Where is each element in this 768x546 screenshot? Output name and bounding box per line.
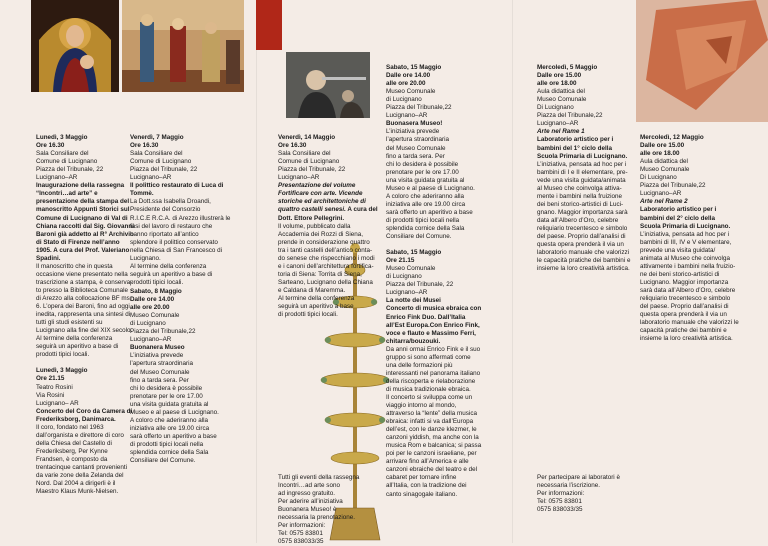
event-description: L’iniziativa prevede l’apertura straordinaria del Museo Comunale fino a tarda sera. Per chi lo desidera è possibile prenotare per le ore 17.00 una visita guidata gratuita al Museo e al paese di Lucignano. A coloro che aderiranno alla iniziativa alle ore 19.00 circa sarà offerto un aperitivo a base di prodotti tipici locali nella splendida cornice della Sala Consiliare del Comune. [386,128,475,241]
red-book-image [256,0,282,50]
fresco-painting-image [122,0,244,92]
info-footer-text: Tutti gli eventi della rassegna Incontri…ad arte sono ad ingresso gratuito. Per aderire all’iniziativa Buonanera Museo! è necessaria la prenotazione. Per informazioni: Tel: 0575 83801 0575 838033/35 [278,474,360,546]
event-place: Museo Comunale di Lucignano Piazza del Tribunale,22 Lucignano–AR [386,88,452,120]
event-place: Aula didattica del Museo Comunale Di Lucignano Piazza del Tribunale,22 Lucignano–AR [537,88,603,128]
event-title-curator: A cura del Dott. Ettore Pellegrini. [278,206,378,222]
fresco-painting-art [122,0,244,92]
event-title: Il polittico restaurato di Luca di Tommè. [130,182,224,198]
event-description: L’iniziativa prevede l’apertura straordinaria del Museo Comunale fino a tarda sera. Per chi lo desidera è possibile prenotare per le ore 17.00 una visita guidata gratuita al Museo e al paese di Lucignano. A coloro che aderiranno alla iniziativa alle ore 19.00 circa sarà offerto un aperitivo a base di prodotti tipici locali nella splendida cornice della Sala Consiliare del Comune. [130,352,219,465]
flute-player-art [286,52,370,118]
event-place: Sala Consiliare del Comune di Lucignano Piazza del Tribunale, 22 Lucignano–AR [278,150,346,182]
event-place: Aula didattica del Museo Comunale Di Lucignano Piazza del Tribunale,22 Lucignano–AR [640,158,706,198]
event-time: Dalle ore 14.00 alle ore 20.00 [386,72,431,88]
event-description: L’iniziativa, pensata ad hoc per i bambini di III, IV e V elementare, prevede una visita guidata/ animata al Museo che coinvolga attivamente i bambini nella fruizio- ne dei beni storico-artistici di Lucignano. Maggior importanza sarà data all’Albero d’Oro, celebre reliquiario trecentesco e simbolo del paese. Proprio dall’analisi di questa opera prenderà il via un laboratorio manuale che valorizzi le capacità pratiche dei bambini e insieme la loro creatività artistica. [640,230,739,343]
event-date: Lunedì, 3 Maggio [36,367,88,375]
madonna-painting-art [31,0,119,92]
event-description: Il coro, fondato nel 1963 dall’organista e direttore di coro della Chiesa del Castello di Frederiksberg, Per Kynne Frandsen, è composto da trentacinque cantanti provenienti da varie zone della Zelanda del Nord. Dal 2004 a dirigerli è il Maestro Klaus Munk-Nielsen. [36,423,128,496]
event-description: Il manoscritto che in questa occasione viene presentato nella trascrizione a stampa, è conserva- to presso la Biblioteca Comunale di Arezzo alla collocazione BF ms. 6. L’opera dei Baroni, fino ad oggi inedita, rappresenta una sintesi di tutti gli studi esistenti su Lucignano alla fine del XIX secolo. Al termine della conferenza seguirà un aperitivo a base di prodotti tipici locali. [36,262,133,359]
event-title: Buonasera Museo! [386,120,443,128]
event-description: Il volume, pubblicato dalla Accademia dei Rozzi di Siena, prende in considerazione quattro tra i tanti castelli dell’antico conta- do senese che rispecchiano i modi e i canoni dell’architettura fortifica- toria di Siena: Torrita di Siena, Sarteano, Lucignano della Chiana e Caldana di Maremma. Al termine della conferenza seguirà un aperitivo a base di prodotti tipici locali. [278,222,375,319]
fold-line [512,0,513,543]
info-footer-1 [278,466,388,546]
event-place: Sala Consiliare del Comune di Lucignano Piazza del Tribunale, 22 Lucignano–AR [130,150,198,182]
event-column-4 [386,56,506,499]
event-column-2b [130,280,260,465]
event-title: La notte dei Musei Concerto di musica ebraica con Enrico Fink Duo. Dall’Italia all’Est Europa.Con Enrico Fink, voce e flauto e Massimo Ferri, chitarra/bouzouki. [386,297,482,345]
event-time: Dalle ore 15.00 alle ore 18.00 [640,142,685,158]
event-title: Concerto del Coro da Camera di Frederiksborg, Danimarca. [36,407,133,423]
event-time: Ore 16.30 [36,142,65,150]
event-subtitle: Arte nel Rame 2 [640,198,688,206]
event-date: Mercoledì, 5 Maggio [537,64,598,72]
event-title: Laboratorio artistico per i bambini del 1° ciclo della Scuola Primaria di Lucignano. [537,136,628,160]
event-description: Da anni ormai Enrico Fink e il suo gruppo si sono affermati come una delle formazioni più interessanti nel panorama italiano della riscoperta e rielaborazione di musica tradizionale ebraica. Il concerto si sviluppa come un viaggio intorno al mondo, attraverso la “lente” della musica ebraica: infatti si va dall’Europa dell’est, con le danze klezmer, le canzoni yiddish, ma anche con la musica Rom e balcanica; si passa poi per le canzoni israeliane, per arrivare fino all’America e alle canzoni ebraiche del teatro e del cabaret per tornare infine all’Italia, con la tradizione dei canto sinagogale italiano. [386,345,482,498]
event-date: Venerdì, 7 Maggio [130,134,184,142]
event-title: Buonanera Museo [130,344,185,352]
event-place: Museo Comunale di Lucignano Piazza del Tribunale,22 Lucignano–AR [130,312,196,344]
event-title: Presentazione del volume Fortificare con arte. Vicende storiche ed architettoniche di quattro castelli senesi. [278,182,366,214]
event-title: Inaugurazione della rassegna “Incontri…ad arte” e presentazione della stampa del manoscritto Appunti Storici sul Comune di Lucignano di Val di Chiana raccolti dal Sig. Giovanni Baroni già addetto al R° Archivio di Stato di Firenze nell’anno 1905. A cura del Prof. Valeriano Spadini. [36,182,134,262]
flute-player-photo [286,52,370,118]
event-date: Sabato, 8 Maggio [130,288,182,296]
event-place: Sala Consiliare del Comune di Lucignano Piazza del Tribunale, 22 Lucignano–AR [36,150,104,182]
event-time: Ore 21.15 [36,375,65,383]
event-date: Mercoledì, 12 Maggio [640,134,704,142]
event-time: Ore 21.15 [386,257,415,265]
event-subtitle: Arte nel Rame 1 [537,128,585,136]
event-column-6 [640,126,764,343]
event-date: Sabato, 15 Maggio [386,249,442,257]
event-time: Dalle ore 14.00 alle ore 20.00 [130,296,175,312]
event-column-2 [130,126,260,287]
event-date: Lunedì, 3 Maggio [36,134,88,142]
event-column-3 [278,126,388,319]
event-time: Dalle ore 15.00 alle ore 18.00 [537,72,582,88]
event-time: Ore 16.30 [130,142,159,150]
event-description: La Dott.ssa Isabella Droandi, Presidente del Consorzio R.I.C.E R.C.A. di Arezzo illustrerà le fasi del lavoro di restauro che hanno riportato all’antico splendore il polittico conservato nella Chiesa di San Francesco di Lucignano. Al termine della conferenza seguirà un aperitivo a base di prodotti tipici locali. [130,198,231,286]
event-title: Laboratorio artistico per i bambini del 2° ciclo della Scuola Primaria di Lucignano. [640,206,731,230]
info-footer-text: Per partecipare ai laboratori è necessaria l’iscrizione. Per informazioni: Tel: 0575 83801 0575 838033/35 [537,474,620,514]
event-place: Teatro Rosini Via Rosini Lucignano– AR [36,383,79,407]
event-time: Ore 16.30 [278,142,307,150]
event-place: Museo Comunale di Lucignano Piazza del Tribunale, 22 Lucignano–AR [386,265,454,297]
event-date: Venerdì, 14 Maggio [278,134,336,142]
event-date: Sabato, 15 Maggio [386,64,442,72]
event-description: L’iniziativa, pensata ad hoc per i bambini di I e II elementare, pre- vede una visita guidata/animata al Museo che coinvolga attiva- mente i bambini nella fruizione dei beni storico-artistici di Luci- gnano. Maggior importanza sarà data all’Albero d’Oro, celebre reliquiario trecentesco e simbolo del paese. Proprio dall’analisi di questa opera prenderà il via un laboratorio manuale che valorizzi le capacità pratiche dei bambini e insieme la loro creatività artistica. [537,160,631,273]
madonna-painting-image [31,0,119,92]
info-footer-2 [537,466,667,514]
